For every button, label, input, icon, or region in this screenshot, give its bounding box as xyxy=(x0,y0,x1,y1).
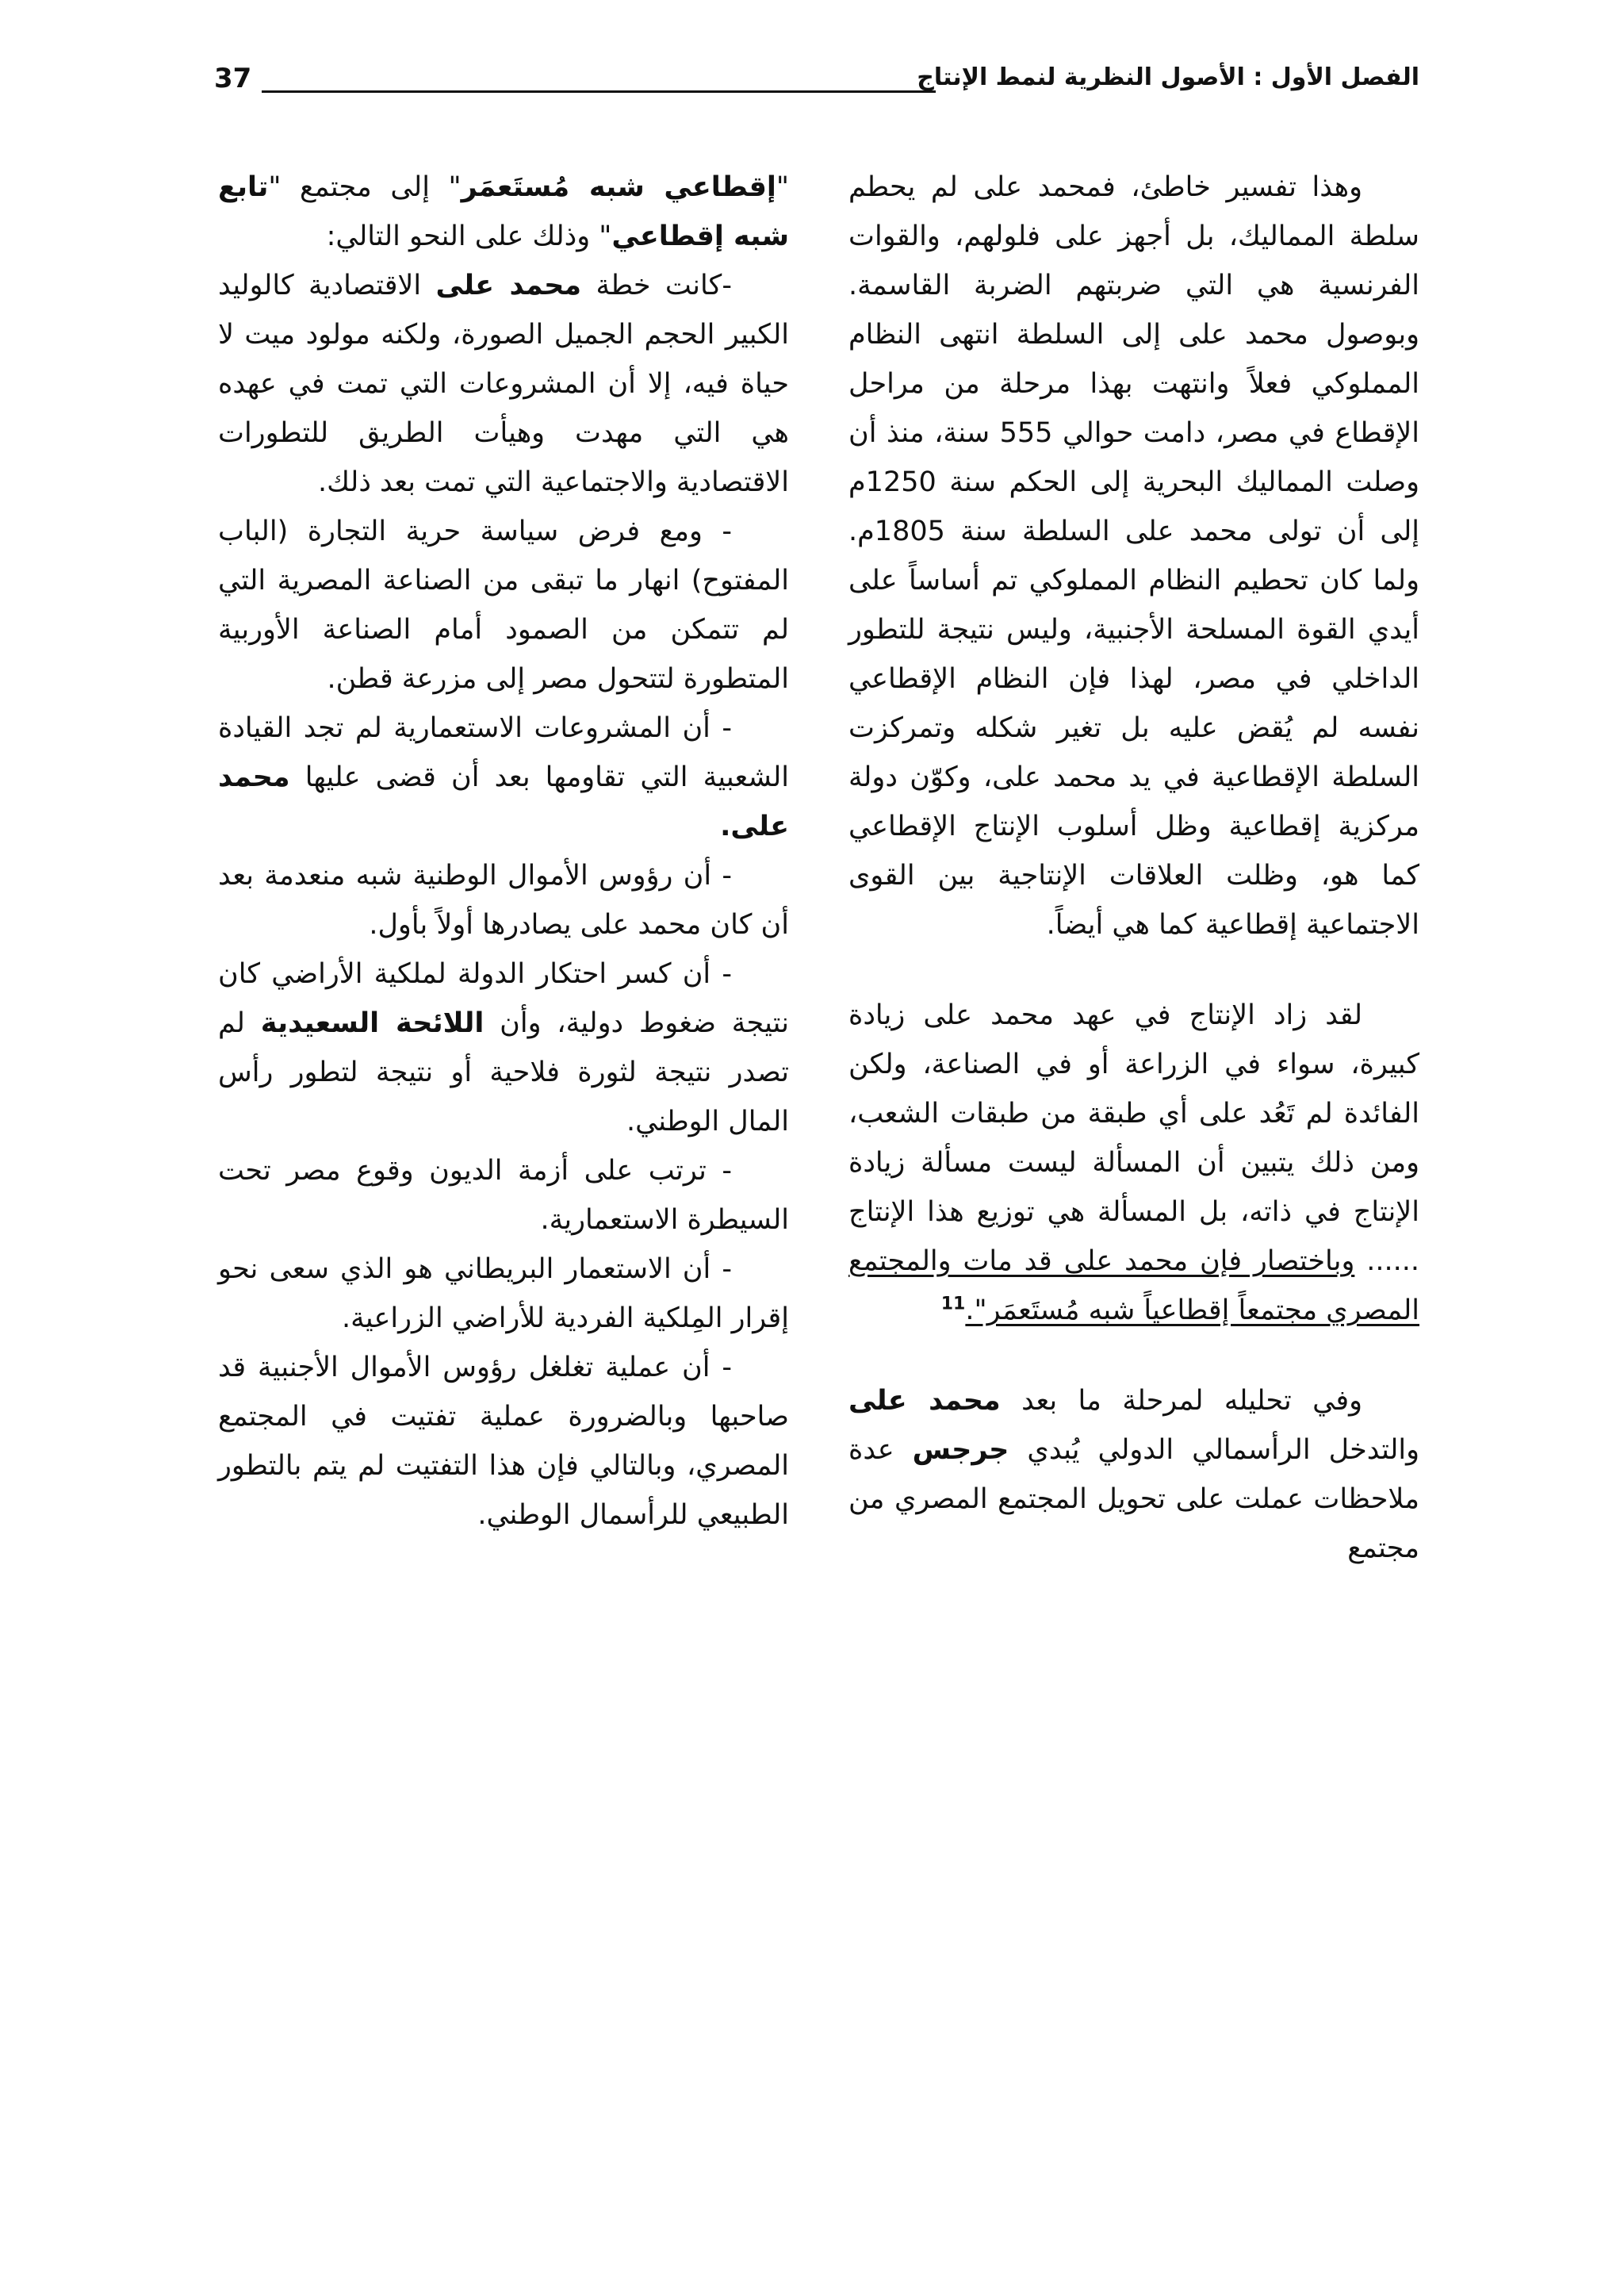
list-item-2: - ومع فرض سياسة حرية التجارة (الباب المفتوح) انهار ما تبقى من الصناعة المصرية التي لم تتمكن من الصمود أمام الصناعة الأوربية المتطورة لتتحول مصر إلى مزرعة قطن. xyxy=(218,516,789,695)
list-item-6: - ترتب على أزمة الديون وقوع مصر تحت السيطرة الاستعمارية. xyxy=(218,1155,789,1236)
list-item-7: - أن الاستعمار البريطاني هو الذي سعى نحو إقرار المِلكية الفردية للأراضي الزراعية. xyxy=(218,1253,789,1334)
item-5-text-b: لم تصدر نتيجة لثورة فلاحية أو نتيجة لتطور رأس المال الوطني. xyxy=(218,1007,789,1137)
list-item-8: - أن عملية تغلغل رؤوس الأموال الأجنبية قد صاحبها وبالضرورة عملية تفتيت في المجتمع المصري، وبالتالي فإن هذا التفتيت لم يتم بالتطور الطبيعي للرأسمال الوطني. xyxy=(218,1352,789,1531)
item-1-bold: محمد على xyxy=(435,270,582,301)
left-column xyxy=(218,163,789,1540)
bold-name-girgis: جرجس xyxy=(912,1434,1009,1466)
page-header xyxy=(214,62,1419,109)
list-item-1 xyxy=(218,261,789,507)
list-item-4: - أن رؤوس الأموال الوطنية شبه منعدمة بعد أن كان محمد على يصادرها أولاً بأول. xyxy=(218,860,789,941)
left-intro xyxy=(218,163,789,261)
item-1-text-a: -كانت خطة xyxy=(596,270,732,301)
paragraph-3-text-a: وفي تحليله لمرحلة ما بعد xyxy=(1021,1385,1362,1417)
page-number: 37 xyxy=(214,63,252,94)
intro-term-1: إقطاعي شبه مُستَعمَر xyxy=(461,171,776,203)
header-rule xyxy=(262,90,936,93)
paragraph-3-text-b: والتدخل الرأسمالي الدولي يُبدي xyxy=(1027,1434,1419,1466)
right-column xyxy=(848,163,1419,1573)
list-item-5 xyxy=(218,949,789,1146)
list-item-3 xyxy=(218,704,789,851)
paragraph-1: وهذا تفسير خاطئ، فمحمد على لم يحطم سلطة المماليك، بل أجهز على فلولهم، والقوات الفرنسية هي التي ضربتهم الضربة القاسمة. وبوصول محمد على إلى السلطة انتهى النظام المملوكي فعلاً وانتهت بهذا مرحلة من مراحل الإقطاع في مصر، دامت حوالي 555 سنة، منذ أن وصلت المماليك البحرية إلى الحكم سنة 1250م إلى أن تولى محمد على السلطة سنة 1805م. ولما كان تحطيم النظام المملوكي تم أساساً على أيدي القوة المسلحة الأجنبية، وليس نتيجة للتطور الداخلي في مصر، لهذا فإن النظام الإقطاعي نفسه لم يُقض عليه بل تغير شكله وتمركزت السلطة الإقطاعية في يد محمد على، وكوّن دولة مركزية إقطاعية وظل أسلوب الإنتاج الإقطاعي كما هو، وظلت العلاقات الإنتاجية بين القوى الاجتماعية إقطاعية كما هي أيضاً. xyxy=(848,171,1419,941)
intro-quote-open: " xyxy=(776,171,789,203)
paragraph-3 xyxy=(848,1376,1419,1573)
item-5-bold: اللائحة السعيدية xyxy=(260,1007,485,1039)
underlined-quote: وباختصار فإن محمد على قد مات والمجتمع المصري مجتمعاً إقطاعياً شبه مُستَعمَر". xyxy=(848,1245,1419,1326)
item-5-text-a: - أن كسر احتكار الدولة لملكية الأراضي كان نتيجة ضغوط دولية، وأن xyxy=(218,958,789,1039)
item-3-bold: محمد على. xyxy=(218,761,789,842)
intro-text: " إلى مجتمع " xyxy=(268,171,462,203)
bold-name-mohamed-ali: محمد على xyxy=(848,1385,1001,1417)
item-1-text-b: الاقتصادية كالوليد الكبير الحجم الجميل الصورة، ولكنه مولود ميت لا حياة فيه، إلا أن المشروعات التي تمت في عهده هي التي مهدت وهيأت الطريق للتطورات الاقتصادية والاجتماعية التي تمت بعد ذلك. xyxy=(218,270,789,498)
paragraph-2 xyxy=(848,991,1419,1335)
item-3-text: - أن المشروعات الاستعمارية لم تجد القيادة الشعبية التي تقاومها بعد أن قضى عليها xyxy=(218,712,789,793)
chapter-title: الفصل الأول : الأصول النظرية لنمط الإنتاج xyxy=(917,63,1419,91)
footnote-ref: 11 xyxy=(940,1294,966,1314)
paragraph-3-text-c: عدة ملاحظات عملت على تحويل المجتمع المصري من مجتمع xyxy=(848,1434,1419,1564)
intro-text-end: " وذلك على النحو التالي: xyxy=(326,221,612,252)
intro-term-2: تابع شبه إقطاعي xyxy=(218,171,789,252)
paragraph-2-text: لقد زاد الإنتاج في عهد محمد على زيادة كبيرة، سواء في الزراعة أو في الصناعة، ولكن الفائدة لم تَعُد على أي طبقة من طبقات الشعب، ومن ذلك يتبين أن المسألة ليست مسألة زيادة الإنتاج في ذاته، بل المسألة هي توزيع هذا الإنتاج ...... xyxy=(848,999,1419,1277)
